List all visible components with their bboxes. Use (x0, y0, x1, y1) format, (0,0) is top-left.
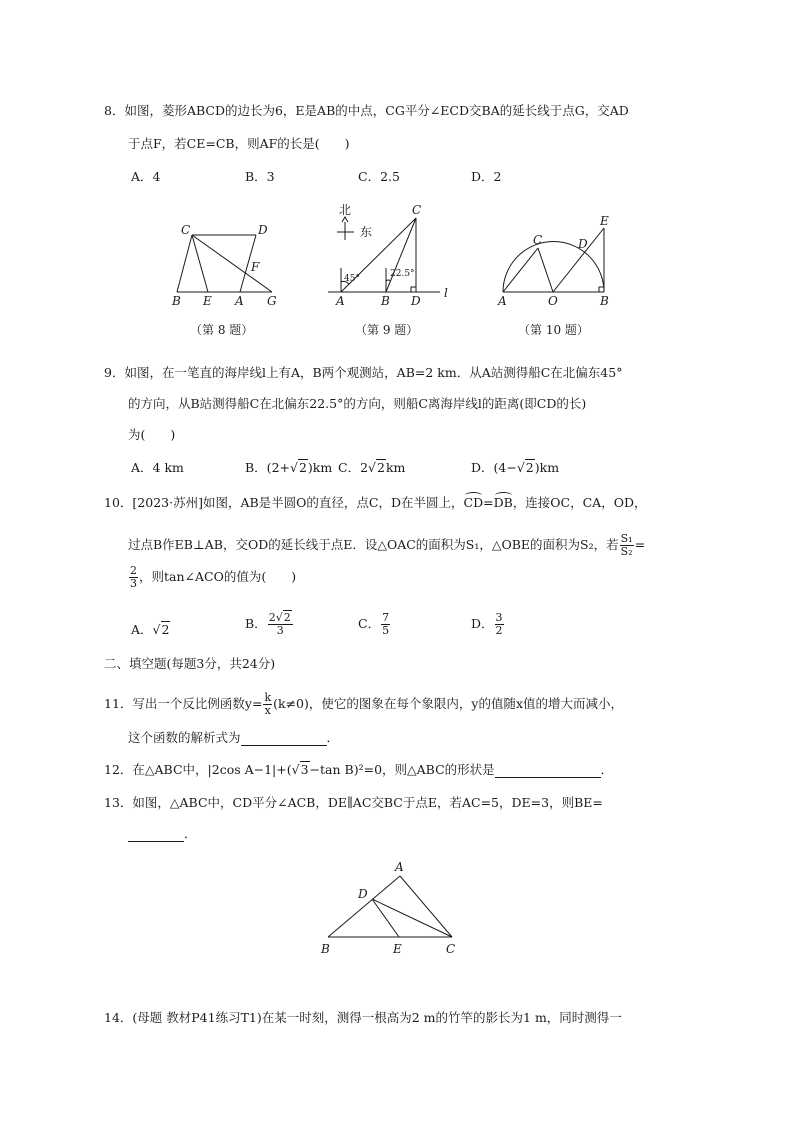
q9-line3: 为( ) (128, 427, 176, 442)
q8-option-d: D．2 (471, 169, 502, 184)
q9-line2: 的方向，从B站测得船C在北偏东22.5°的方向，则船C离海岸线l的距离(即CD的长) (128, 396, 587, 411)
fig8-label-g: G (267, 294, 277, 308)
q9-option-b: B．(2+√2)km (245, 460, 333, 475)
q10-line1: 10．[2023·苏州]如图，AB是半圆O的直径，点C，D在半圆上，CD=DB，连接OC，CA，OD， (104, 495, 647, 510)
fig8-label-f: F (251, 260, 260, 274)
figure-13-lines (328, 876, 452, 937)
fig8-label-d: D (258, 223, 268, 237)
fig13-label-d: D (358, 887, 368, 901)
q12-line: 12．在△ABC中，|2cos A−1|+(√3−tan B)²=0，则△ABC的形状是 ． (104, 762, 614, 777)
q10-option-a: A．√2 (131, 622, 170, 637)
q8-line1: 8．如图，菱形ABCD的边长为6，E是AB的中点，CG平分∠ECD交BA的延长线于点G，交AD (104, 103, 629, 118)
fig9-label-l: l (444, 286, 448, 300)
fig13-label-a: A (395, 860, 404, 874)
s1-over-s2: $\frac{\text{S₁}}{\text{S₂}}$ (620, 532, 633, 558)
fig9-angle-45: 45° (344, 274, 360, 284)
fig10-label-o: O (548, 294, 558, 308)
fraction-2-3: $\frac{2}{3}$ (130, 564, 137, 590)
fig8-label-a: A (235, 294, 244, 308)
fig10-label-d: D (578, 237, 588, 251)
fig9-label-c: C (412, 203, 422, 217)
caption-fig9: （第 9 题） (355, 323, 419, 337)
q14-line1: 14．(母题 教材P41练习T1)在某一时刻，测得一根高为2 m的竹竿的影长为1 m，同时测得一 (104, 1010, 622, 1025)
fig9-label-d: D (411, 294, 421, 308)
fig8-label-c: C (181, 223, 191, 237)
q8-option-c: C．2.5 (358, 169, 400, 184)
fig8-label-e: E (203, 294, 212, 308)
q9-option-c: C．2√2km (338, 460, 406, 475)
fig8-label-b: B (172, 294, 181, 308)
fraction-k-over-x: $\frac{k}{x}$ (264, 691, 272, 717)
fig13-label-e: E (393, 942, 402, 956)
section-2-heading: 二、填空题(每题3分，共24分) (104, 656, 276, 671)
fig13-label-b: B (321, 942, 330, 956)
fig10-label-b: B (600, 294, 609, 308)
q9-line1: 9．如图，在一笔直的海岸线l上有A，B两个观测站，AB=2 km．从A站测得船C在北偏东45° (104, 365, 623, 380)
caption-fig10: （第 10 题） (518, 323, 589, 337)
fig9-label-a: A (336, 294, 345, 308)
caption-fig8: （第 8 题） (190, 323, 254, 337)
arc-cd: CD (463, 495, 484, 510)
q9-option-d: D．(4−√2)km (471, 460, 560, 475)
q8-option-b: B．3 (245, 169, 275, 184)
q8-option-a: A．4 (131, 169, 161, 184)
q11-line1: 11．写出一个反比例函数y= $\frac{k}{x}$ (k≠0)，使它的图象在每个象限内，y的值随x值的增大而减小， (104, 691, 624, 717)
fig9-east-label: 东 (360, 225, 373, 239)
q10-line2: 过点B作EB⊥AB，交OD的延长线于点E．设△OAC的面积为S₁，△OBE的面积为S₂，若 $\frac{\text{S₁}}{\text{S₂}}$ = (128, 532, 646, 558)
q10-option-d: D． $\frac{3}{2}$ (471, 611, 503, 637)
q10-option-b: B． $\frac{2√2}{3}$ (245, 611, 291, 637)
fig13-label-c: C (446, 942, 456, 956)
q11-line2: 这个函数的解析式为 ． (128, 730, 340, 745)
fig10-label-a: A (498, 294, 507, 308)
fig9-angle-22-5: 22.5° (390, 269, 415, 279)
q13-line1: 13．如图，△ABC中，CD平分∠ACB，DE∥AC交BC于点E，若AC=5，DE=3，则BE= (104, 795, 603, 810)
fig9-label-b: B (381, 294, 390, 308)
q8-line2: 于点F，若CE=CB，则AF的长是( ) (128, 136, 350, 151)
fig10-label-e: E (600, 214, 609, 228)
q13-line2: ． (128, 826, 197, 842)
q10-option-c: C． $\frac{7}{5}$ (358, 611, 390, 637)
q10-line3: $\frac{2}{3}$ ，则tan∠ACO的值为( ) (130, 564, 297, 590)
arc-db: DB (493, 495, 513, 510)
q9-option-a: A．4 km (131, 460, 184, 475)
fig9-north-label: 北 (339, 203, 352, 217)
fig10-label-c: C (533, 233, 543, 247)
